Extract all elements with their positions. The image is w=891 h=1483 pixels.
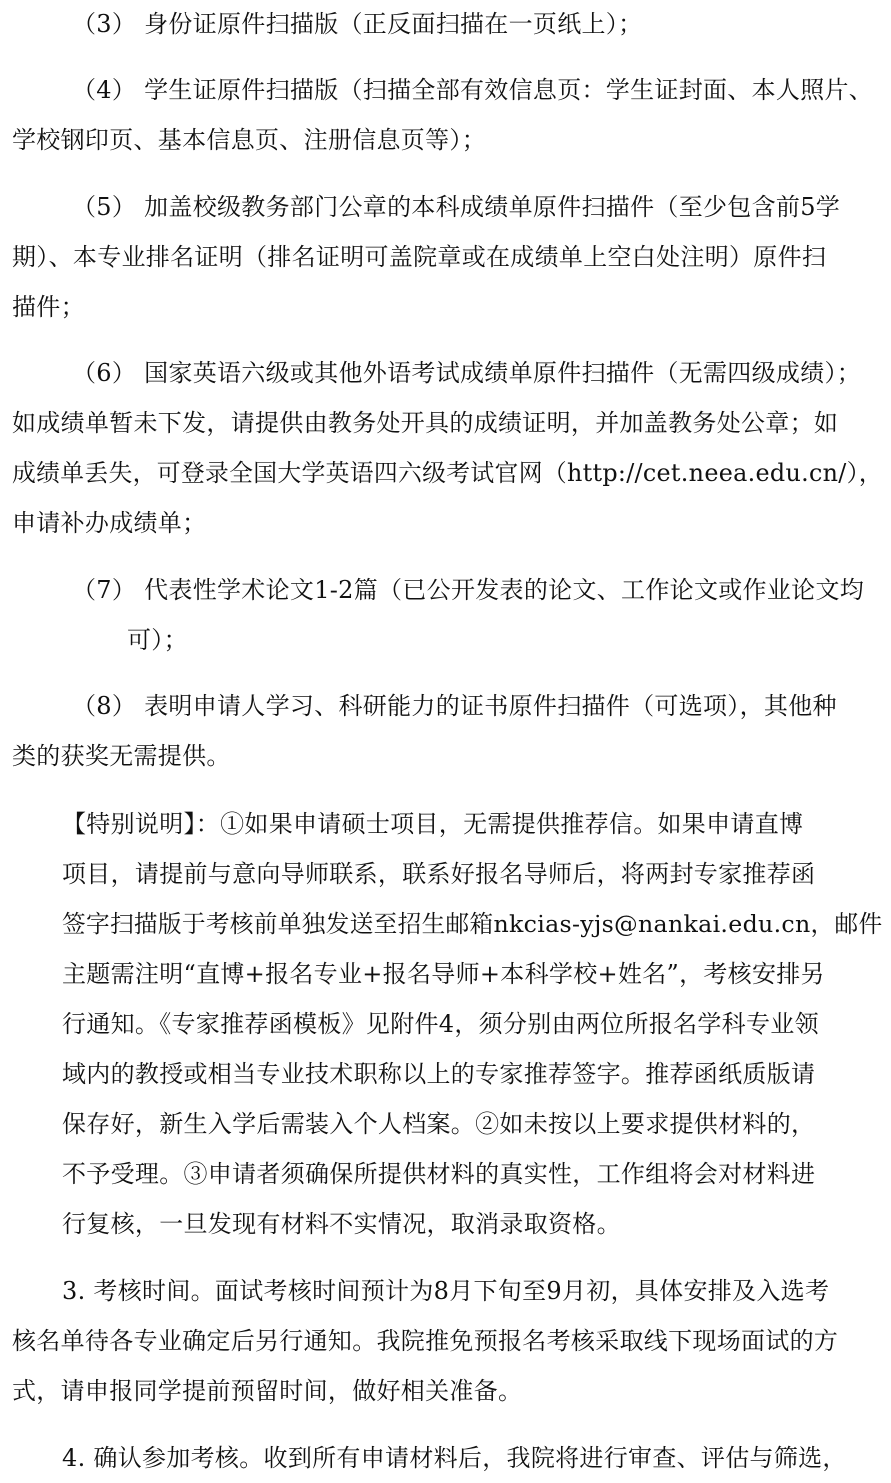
text-line: 类的获奖无需提供。 — [12, 742, 231, 770]
text-line: 签字扫描版于考核前单独发送至招生邮箱nkcias-yjs@nankai.edu.cn，邮件 — [62, 910, 883, 938]
text-line: （3） 身份证原件扫描版（正反面扫描在一页纸上）； — [72, 10, 643, 38]
text-line: 域内的教授或相当专业技术职称以上的专家推荐签字。推荐函纸质版请 — [62, 1060, 816, 1088]
text-line: 行复核，一旦发现有材料不实情况，取消录取资格。 — [62, 1210, 621, 1238]
text-line: 不予受理。③申请者须确保所提供材料的真实性，工作组将会对材料进 — [62, 1160, 816, 1188]
text-line: 可）； — [127, 626, 188, 654]
text-line: 描件； — [12, 293, 85, 321]
text-line: 如成绩单暂未下发，请提供由教务处开具的成绩证明，并加盖教务处公章；如 — [12, 409, 839, 437]
text-line: 学校钢印页、基本信息页、注册信息页等）； — [12, 126, 486, 154]
text-line: 3. 考核时间。面试考核时间预计为8月下旬至9月初，具体安排及入选考 — [62, 1277, 830, 1305]
text-line: 成绩单丢失，可登录全国大学英语四六级考试官网（http://cet.neea.edu.cn/）， — [12, 459, 883, 487]
text-line: 式，请申报同学提前预留时间，做好相关准备。 — [12, 1377, 523, 1405]
text-line: 4. 确认参加考核。收到所有申请材料后，我院将进行审查、评估与筛选， — [62, 1444, 847, 1472]
text-line: （4） 学生证原件扫描版（扫描全部有效信息页：学生证封面、本人照片、 — [72, 76, 874, 104]
text-line: 行通知。《专家推荐函模板》见附件4，须分别由两位所报名学科专业领 — [62, 1010, 819, 1038]
text-line: 主题需注明“直博+报名专业+报名导师+本科学校+姓名”，考核安排另 — [62, 960, 825, 988]
text-line: 期）、本专业排名证明（排名证明可盖院章或在成绩单上空白处注明）原件扫 — [12, 243, 827, 271]
text-line: 项目，请提前与意向导师联系，联系好报名导师后，将两封专家推荐函 — [62, 860, 816, 888]
text-line: 保存好，新生入学后需装入个人档案。②如未按以上要求提供材料的， — [62, 1110, 816, 1138]
text-line: 申请补办成绩单； — [12, 509, 207, 537]
text-line: （8） 表明申请人学习、科研能力的证书原件扫描件（可选项），其他种 — [72, 692, 837, 720]
text-line: 核名单待各专业确定后另行通知。我院推免预报名考核采取线下现场面试的方 — [12, 1327, 839, 1355]
text-line: （6） 国家英语六级或其他外语考试成绩单原件扫描件（无需四级成绩）； — [72, 359, 862, 387]
text-line: （7） 代表性学术论文1-2篇（已公开发表的论文、工作论文或作业论文均 — [72, 576, 865, 604]
text-line: 【特别说明】：①如果申请硕士项目，无需提供推荐信。如果申请直博 — [62, 810, 804, 838]
text-line: （5） 加盖校级教务部门公章的本科成绩单原件扫描件（至少包含前5学 — [72, 193, 841, 221]
